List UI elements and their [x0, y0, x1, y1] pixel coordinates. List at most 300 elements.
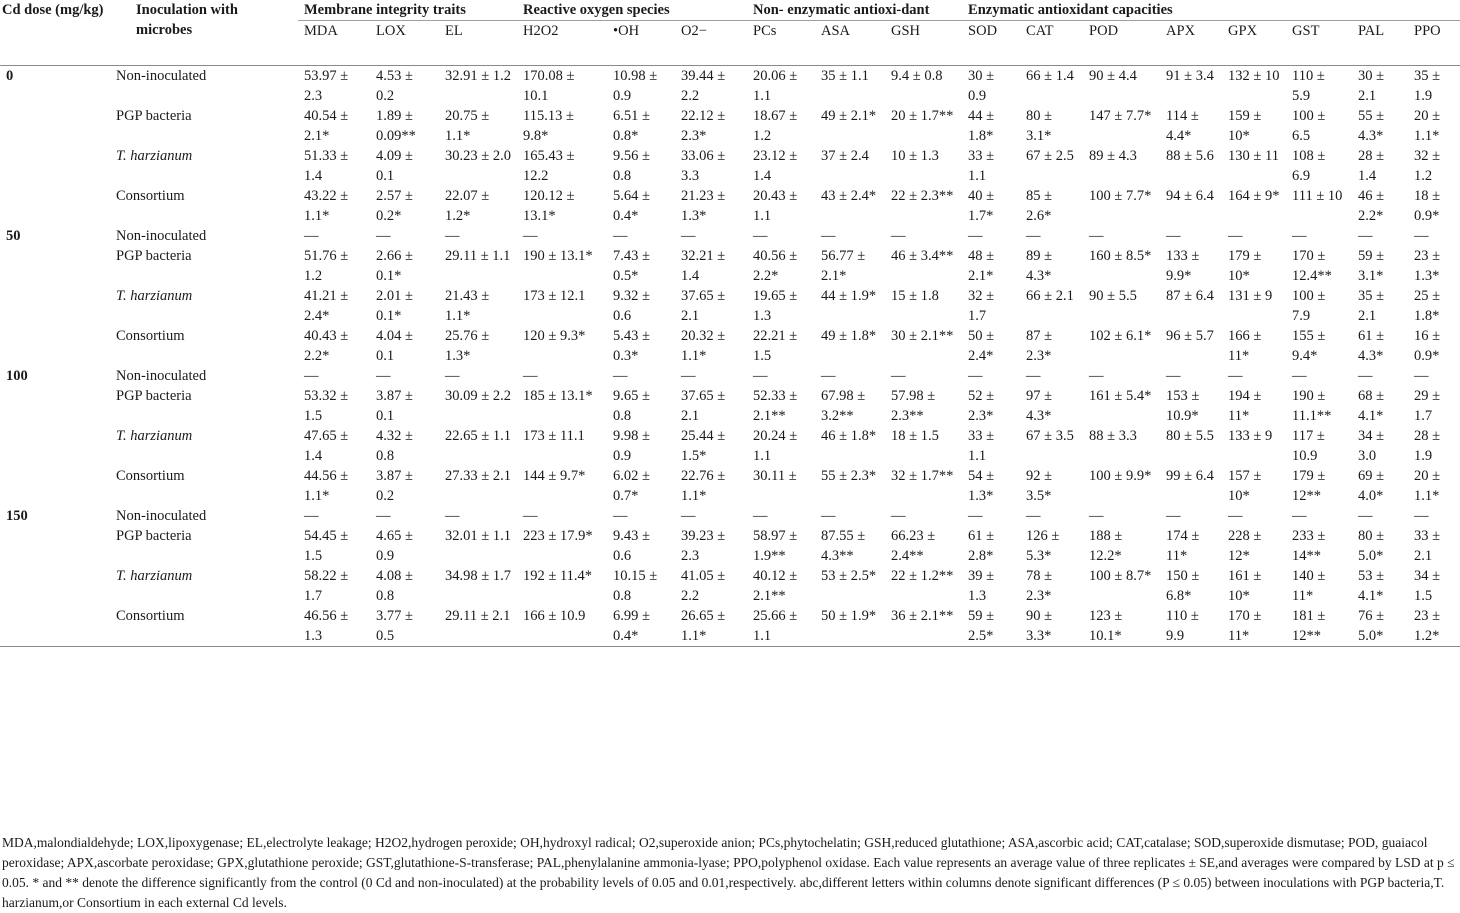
inoculation-cell: Non-inoculated	[116, 368, 207, 384]
value-cell: 40.43 ± 2.2*	[304, 328, 349, 364]
value-cell: 29.11 ± 1.1	[445, 248, 511, 264]
value-cell: 33.06 ± 3.3	[681, 148, 726, 184]
value-cell: 20.32 ± 1.1*	[681, 328, 726, 364]
value-cell: 46 ± 2.2*	[1358, 188, 1385, 224]
inoculation-cell: Non-inoculated	[116, 68, 207, 84]
ros-group-header: Reactive oxygen species	[517, 0, 747, 21]
value-cell: 173 ± 11.1	[523, 428, 585, 444]
value-cell: —	[1414, 228, 1429, 244]
value-cell: 30 ± 2.1	[1358, 68, 1385, 104]
table-row	[0, 366, 1460, 386]
value-cell: 36 ± 2.1**	[891, 608, 954, 624]
value-cell: 90 ± 4.4	[1089, 68, 1137, 84]
value-cell: 126 ± 5.3*	[1026, 528, 1060, 564]
value-cell: —	[891, 508, 906, 524]
value-cell: 46 ± 3.4**	[891, 248, 954, 264]
inoculation-cell	[110, 286, 298, 326]
table-row	[0, 606, 1460, 647]
value-cell: 9.32 ± 0.6	[613, 288, 650, 324]
value-cell: 47.65 ± 1.4	[304, 428, 349, 464]
column-header-2: EL	[445, 23, 463, 39]
value-cell: 52.33 ± 2.1**	[753, 388, 798, 424]
value-cell: 41.21 ± 2.4*	[304, 288, 349, 324]
value-cell: 37.65 ± 2.1	[681, 288, 726, 324]
value-cell: 9.43 ± 0.6	[613, 528, 650, 564]
value-cell: 100 ± 7.9	[1292, 288, 1326, 324]
value-cell: 170.08 ± 10.1	[523, 68, 575, 104]
inoculation-cell: PGP bacteria	[116, 108, 192, 124]
value-cell: 131 ± 9	[1228, 288, 1273, 304]
dose-cell	[0, 186, 110, 226]
value-cell: 87 ± 6.4	[1166, 288, 1214, 304]
value-cell: 48 ± 2.1*	[968, 248, 995, 284]
value-cell: —	[968, 508, 983, 524]
value-cell: 3.87 ± 0.2	[376, 468, 413, 504]
value-cell: 58.97 ± 1.9**	[753, 528, 798, 564]
value-cell: 16 ± 0.9*	[1414, 328, 1441, 364]
value-cell: 102 ± 6.1*	[1089, 328, 1152, 344]
value-cell: 29 ± 1.7	[1414, 388, 1441, 424]
value-cell: 9.4 ± 0.8	[891, 68, 943, 84]
value-cell: 88 ± 3.3	[1089, 428, 1137, 444]
value-cell: 100 ± 8.7*	[1089, 568, 1152, 584]
value-cell: 46.56 ± 1.3	[304, 608, 349, 644]
inoculation-column-header: Inoculation with microbes	[136, 2, 238, 38]
value-cell: 190 ± 13.1*	[523, 248, 593, 264]
value-cell: —	[613, 368, 628, 384]
value-cell: —	[523, 508, 538, 524]
value-cell: 9.56 ± 0.8	[613, 148, 650, 184]
value-cell: 10.15 ± 0.8	[613, 568, 658, 604]
value-cell: 58.22 ± 1.7	[304, 568, 349, 604]
dose-cell	[0, 286, 110, 326]
nonenzymatic-group-header: Non- enzymatic antioxi-dant	[747, 0, 962, 21]
value-cell: —	[1089, 508, 1104, 524]
value-cell: 6.51 ± 0.8*	[613, 108, 650, 144]
dose-cell	[0, 466, 110, 506]
value-cell: 4.09 ± 0.1	[376, 148, 413, 184]
inoculation-cell	[110, 146, 298, 186]
value-cell: 22.21 ± 1.5	[753, 328, 798, 364]
value-cell: 166 ± 11*	[1228, 328, 1262, 364]
value-cell: —	[613, 508, 628, 524]
value-cell: 69 ± 4.0*	[1358, 468, 1385, 504]
value-cell: 85 ± 2.6*	[1026, 188, 1053, 224]
inoculation-cell: Non-inoculated	[116, 508, 207, 524]
column-header-8: GSH	[891, 23, 921, 39]
value-cell: —	[753, 508, 768, 524]
value-cell: 100 ± 9.9*	[1089, 468, 1152, 484]
value-cell: 4.04 ± 0.1	[376, 328, 413, 364]
value-cell: 87 ± 2.3*	[1026, 328, 1053, 364]
table-row	[0, 246, 1460, 286]
value-cell: 18.67 ± 1.2	[753, 108, 798, 144]
value-cell: 9.65 ± 0.8	[613, 388, 650, 424]
value-cell: 99 ± 6.4	[1166, 468, 1214, 484]
value-cell: 51.76 ± 1.2	[304, 248, 349, 284]
value-cell: 179 ± 12**	[1292, 468, 1326, 504]
value-cell: 80 ± 5.0*	[1358, 528, 1385, 564]
value-cell: 32.01 ± 1.1	[445, 528, 511, 544]
value-cell: —	[1292, 368, 1307, 384]
value-cell: 80 ± 3.1*	[1026, 108, 1053, 144]
value-cell: 15 ± 1.8	[891, 288, 939, 304]
column-header-1: LOX	[376, 23, 406, 39]
value-cell: —	[1166, 368, 1181, 384]
value-cell: 67 ± 2.5	[1026, 148, 1074, 164]
value-cell: 54.45 ± 1.5	[304, 528, 349, 564]
value-cell: 33 ± 1.1	[968, 148, 995, 184]
column-header-15: PAL	[1358, 23, 1385, 39]
value-cell: 5.43 ± 0.3*	[613, 328, 650, 364]
value-cell: 10 ± 1.3	[891, 148, 939, 164]
dose-cell	[0, 526, 110, 566]
value-cell: 26.65 ± 1.1*	[681, 608, 726, 644]
value-cell: 4.32 ± 0.8	[376, 428, 413, 464]
value-cell: 52 ± 2.3*	[968, 388, 995, 424]
value-cell: 123 ± 10.1*	[1089, 608, 1123, 644]
value-cell: —	[1358, 368, 1373, 384]
value-cell: 22.07 ± 1.2*	[445, 188, 490, 224]
value-cell: 110 ± 9.9	[1166, 608, 1199, 644]
value-cell: —	[681, 508, 696, 524]
value-cell: 59 ± 3.1*	[1358, 248, 1385, 284]
value-cell: 108 ± 6.9	[1292, 148, 1326, 184]
value-cell: 194 ± 11*	[1228, 388, 1262, 424]
table-row	[0, 466, 1460, 506]
value-cell: 61 ± 2.8*	[968, 528, 995, 564]
value-cell: 3.87 ± 0.1	[376, 388, 413, 424]
inoculation-cell: PGP bacteria	[116, 388, 192, 404]
inoculation-cell: Consortium	[116, 188, 185, 204]
value-cell: —	[1292, 508, 1307, 524]
value-cell: 34 ± 3.0	[1358, 428, 1385, 464]
value-cell: 25.76 ± 1.3*	[445, 328, 490, 364]
column-header-6: PCs	[753, 23, 777, 39]
value-cell: —	[1292, 228, 1307, 244]
value-cell: 90 ± 5.5	[1089, 288, 1137, 304]
inoculation-cell	[110, 426, 298, 466]
value-cell: 67 ± 3.5	[1026, 428, 1074, 444]
inoculation-italic-label: T. harzianum	[116, 428, 193, 444]
value-cell: 53 ± 4.1*	[1358, 568, 1385, 604]
value-cell: —	[523, 368, 538, 384]
value-cell: 170 ± 12.4**	[1292, 248, 1332, 284]
column-header-14: GST	[1292, 23, 1320, 39]
value-cell: 49 ± 2.1*	[821, 108, 877, 124]
value-cell: 140 ± 11*	[1292, 568, 1326, 604]
value-cell: 164 ± 9*	[1228, 188, 1280, 204]
value-cell: 40 ± 1.7*	[968, 188, 995, 224]
inoculation-cell: PGP bacteria	[116, 248, 192, 264]
value-cell: 40.56 ± 2.2*	[753, 248, 798, 284]
value-cell: 23 ± 1.3*	[1414, 248, 1441, 284]
value-cell: 37 ± 2.4	[821, 148, 869, 164]
value-cell: 49 ± 1.8*	[821, 328, 877, 344]
value-cell: 190 ± 11.1**	[1292, 388, 1332, 424]
value-cell: 25.44 ± 1.5*	[681, 428, 726, 464]
value-cell: 35 ± 1.9	[1414, 68, 1441, 104]
dose-cell	[0, 426, 110, 466]
value-cell: —	[445, 368, 460, 384]
column-header-0: MDA	[304, 23, 338, 39]
dose-cell	[0, 606, 110, 647]
value-cell: 6.02 ± 0.7*	[613, 468, 650, 504]
value-cell: 160 ± 8.5*	[1089, 248, 1152, 264]
value-cell: 30.09 ± 2.2	[445, 388, 511, 404]
value-cell: 53 ± 2.5*	[821, 568, 877, 584]
value-cell: 4.08 ± 0.8	[376, 568, 413, 604]
value-cell: —	[681, 368, 696, 384]
value-cell: 100 ± 7.7*	[1089, 188, 1152, 204]
value-cell: 155 ± 9.4*	[1292, 328, 1326, 364]
value-cell: 54 ± 1.3*	[968, 468, 995, 504]
value-cell: —	[376, 228, 391, 244]
value-cell: —	[1089, 228, 1104, 244]
value-cell: 46 ± 1.8*	[821, 428, 877, 444]
value-cell: 22.76 ± 1.1*	[681, 468, 726, 504]
value-cell: 92 ± 3.5*	[1026, 468, 1053, 504]
value-cell: 120.12 ± 13.1*	[523, 188, 575, 224]
value-cell: 29.11 ± 2.1	[445, 608, 511, 624]
value-cell: 192 ± 11.4*	[523, 568, 593, 584]
value-cell: 51.33 ± 1.4	[304, 148, 349, 184]
column-header-13: GPX	[1228, 23, 1258, 39]
table-row	[0, 106, 1460, 146]
value-cell: —	[376, 368, 391, 384]
value-cell: 20.43 ± 1.1	[753, 188, 798, 224]
table-row	[0, 566, 1460, 606]
value-cell: 88 ± 5.6	[1166, 148, 1214, 164]
value-cell: 21.43 ± 1.1*	[445, 288, 490, 324]
value-cell: 91 ± 3.4	[1166, 68, 1214, 84]
table-row	[0, 386, 1460, 426]
value-cell: 166 ± 10.9	[523, 608, 586, 624]
value-cell: 4.65 ± 0.9	[376, 528, 413, 564]
value-cell: 21.23 ± 1.3*	[681, 188, 726, 224]
value-cell: —	[968, 228, 983, 244]
value-cell: 43.22 ± 1.1*	[304, 188, 349, 224]
value-cell: —	[445, 508, 460, 524]
value-cell: 20.06 ± 1.1	[753, 68, 798, 104]
value-cell: 133 ± 9	[1228, 428, 1273, 444]
dose-cell	[0, 566, 110, 606]
value-cell: 132 ± 10	[1228, 68, 1280, 84]
value-cell: 110 ± 5.9	[1292, 68, 1325, 104]
value-cell: 144 ± 9.7*	[523, 468, 586, 484]
value-cell: 37.65 ± 2.1	[681, 388, 726, 424]
dose-cell	[0, 106, 110, 146]
table-row	[0, 286, 1460, 326]
dose-cell	[0, 146, 110, 186]
value-cell: 80 ± 5.5	[1166, 428, 1214, 444]
value-cell: 9.98 ± 0.9	[613, 428, 650, 464]
value-cell: 28 ± 1.4	[1358, 148, 1385, 184]
value-cell: 34.98 ± 1.7	[445, 568, 511, 584]
table-row	[0, 146, 1460, 186]
value-cell: —	[1228, 508, 1243, 524]
value-cell: —	[1026, 508, 1041, 524]
value-cell: 59 ± 2.5*	[968, 608, 995, 644]
value-cell: 32.21 ± 1.4	[681, 248, 726, 284]
value-cell: 53.32 ± 1.5	[304, 388, 349, 424]
inoculation-cell: Consortium	[116, 328, 185, 344]
value-cell: 174 ± 11*	[1166, 528, 1200, 564]
dose-cell: 0	[6, 68, 14, 84]
value-cell: 181 ± 12**	[1292, 608, 1326, 644]
value-cell: 30 ± 0.9	[968, 68, 995, 104]
value-cell: 89 ± 4.3*	[1026, 248, 1053, 284]
value-cell: 188 ± 12.2*	[1089, 528, 1123, 564]
value-cell: 44 ± 1.8*	[968, 108, 995, 144]
value-cell: —	[304, 508, 319, 524]
value-cell: 20.75 ± 1.1*	[445, 108, 490, 144]
value-cell: 32 ± 1.7**	[891, 468, 954, 484]
value-cell: 39 ± 1.3	[968, 568, 995, 604]
value-cell: 78 ± 2.3*	[1026, 568, 1053, 604]
column-header-10: CAT	[1026, 23, 1054, 39]
inoculation-italic-label: T. harzianum	[116, 288, 193, 304]
column-header-11: POD	[1089, 23, 1119, 39]
value-cell: —	[376, 508, 391, 524]
dose-column-header: Cd dose (mg/kg)	[2, 2, 104, 18]
value-cell: 96 ± 5.7	[1166, 328, 1214, 344]
value-cell: 23 ± 1.2*	[1414, 608, 1441, 644]
value-cell: 67.98 ± 3.2**	[821, 388, 866, 424]
value-cell: 10.98 ± 0.9	[613, 68, 658, 104]
value-cell: 66 ± 2.1	[1026, 288, 1074, 304]
table-row	[0, 186, 1460, 226]
value-cell: 30.23 ± 2.0	[445, 148, 511, 164]
value-cell: 20 ± 1.7**	[891, 108, 954, 124]
value-cell: 165.43 ± 12.2	[523, 148, 575, 184]
dose-cell	[0, 386, 110, 426]
value-cell: 39.44 ± 2.2	[681, 68, 726, 104]
value-cell: 223 ± 17.9*	[523, 528, 593, 544]
value-cell: 22 ± 2.3**	[891, 188, 954, 204]
value-cell: —	[968, 368, 983, 384]
dose-cell	[0, 326, 110, 366]
value-cell: 41.05 ± 2.2	[681, 568, 726, 604]
value-cell: 33 ± 2.1	[1414, 528, 1441, 564]
value-cell: 87.55 ± 4.3**	[821, 528, 866, 564]
enzymatic-group-header: Enzymatic antioxidant capacities	[962, 0, 1460, 21]
value-cell: 20 ± 1.1*	[1414, 468, 1441, 504]
value-cell: 40.12 ± 2.1**	[753, 568, 798, 604]
value-cell: 2.57 ± 0.2*	[376, 188, 413, 224]
value-cell: 43 ± 2.4*	[821, 188, 877, 204]
value-cell: 53.97 ± 2.3	[304, 68, 349, 104]
value-cell: 56.77 ± 2.1*	[821, 248, 866, 284]
value-cell: —	[1414, 508, 1429, 524]
value-cell: 55 ± 4.3*	[1358, 108, 1385, 144]
value-cell: 61 ± 4.3*	[1358, 328, 1385, 364]
value-cell: 66.23 ± 2.4**	[891, 528, 936, 564]
value-cell: 20.24 ± 1.1	[753, 428, 798, 464]
value-cell: 44.56 ± 1.1*	[304, 468, 349, 504]
value-cell: 133 ± 9.9*	[1166, 248, 1200, 284]
value-cell: 35 ± 1.1	[821, 68, 869, 84]
table-row	[0, 526, 1460, 566]
value-cell: 150 ± 6.8*	[1166, 568, 1200, 604]
value-cell: 89 ± 4.3	[1089, 148, 1137, 164]
value-cell: 57.98 ± 2.3**	[891, 388, 936, 424]
table-row	[0, 426, 1460, 466]
inoculation-cell: Consortium	[116, 608, 185, 624]
value-cell: 30.11 ±	[753, 468, 797, 484]
value-cell: 173 ± 12.1	[523, 288, 586, 304]
table-row	[0, 226, 1460, 246]
value-cell: 40.54 ± 2.1*	[304, 108, 349, 144]
value-cell: —	[681, 228, 696, 244]
membrane-group-header: Membrane integrity traits	[298, 0, 517, 21]
value-cell: 6.99 ± 0.4*	[613, 608, 650, 644]
inoculation-cell: Consortium	[116, 468, 185, 484]
value-cell: 32 ± 1.7	[968, 288, 995, 324]
value-cell: 39.23 ± 2.3	[681, 528, 726, 564]
value-cell: —	[753, 228, 768, 244]
value-cell: 94 ± 6.4	[1166, 188, 1214, 204]
value-cell: 32.91 ± 1.2	[445, 68, 511, 84]
value-cell: 18 ± 1.5	[891, 428, 939, 444]
value-cell: 111 ± 10	[1292, 188, 1343, 204]
value-cell: 90 ± 3.3*	[1026, 608, 1053, 644]
value-cell: —	[523, 228, 538, 244]
dose-cell: 50	[6, 228, 21, 244]
value-cell: —	[445, 228, 460, 244]
value-cell: 3.77 ± 0.5	[376, 608, 413, 644]
value-cell: 33 ± 1.1	[968, 428, 995, 464]
value-cell: 76 ± 5.0*	[1358, 608, 1385, 644]
dose-cell: 150	[6, 508, 28, 524]
column-header-12: APX	[1166, 23, 1196, 39]
inoculation-cell: PGP bacteria	[116, 528, 192, 544]
value-cell: 50 ± 2.4*	[968, 328, 995, 364]
value-cell: —	[891, 228, 906, 244]
value-cell: 25 ± 1.8*	[1414, 288, 1441, 324]
value-cell: 44 ± 1.9*	[821, 288, 877, 304]
dose-cell: 100	[6, 368, 28, 384]
value-cell: 97 ± 4.3*	[1026, 388, 1053, 424]
column-header-4: •OH	[613, 23, 640, 39]
value-cell: 28 ± 1.9	[1414, 428, 1441, 464]
table-footnote: MDA,malondialdehyde; LOX,lipoxygenase; EL,electrolyte leakage; H2O2,hydrogen peroxide; OH,hydroxyl radical; O2,superoxide anion; PCs,phytochelatin; GSH,reduced glutathione; ASA,ascorbic acid; CAT,catalase; SOD,superoxide dismutase; POD, guaiacol peroxidase; APX,ascorbate peroxidase; GPX,glutathione peroxide; GST,glutathione-S-transferase; PAL,phenylalanine ammonia-lyase; PPO,polyphenol oxidase. Each value represents an average value of three replicates ± SE,and averages were compared by LSD at p ≤ 0.05. * and ** denote the difference significantly from the control (0 Cd and non-inoculated) at the probability levels of 0.05 and 0.01,respectively. abc,different letters within columns denote significant differences (P ≤ 0.05) between inoculations with PGP bacteria,T. harzianum,or Consortium in each external Cd levels.	[2, 835, 1455, 910]
value-cell: 34 ± 1.5	[1414, 568, 1441, 604]
value-cell: 170 ± 11*	[1228, 608, 1262, 644]
value-cell: 5.64 ± 0.4*	[613, 188, 650, 224]
value-cell: 23.12 ± 1.4	[753, 148, 798, 184]
value-cell: 55 ± 2.3*	[821, 468, 877, 484]
table-row	[0, 66, 1460, 107]
inoculation-italic-label: T. harzianum	[116, 568, 193, 584]
column-header-3: H2O2	[523, 23, 559, 39]
value-cell: 179 ± 10*	[1228, 248, 1262, 284]
value-cell: 18 ± 0.9*	[1414, 188, 1441, 224]
value-cell: 68 ± 4.1*	[1358, 388, 1385, 424]
value-cell: 161 ± 5.4*	[1089, 388, 1152, 404]
value-cell: 22.12 ± 2.3*	[681, 108, 726, 144]
inoculation-cell: Non-inoculated	[116, 228, 207, 244]
value-cell: —	[891, 368, 906, 384]
value-cell: —	[1026, 368, 1041, 384]
value-cell: —	[1089, 368, 1104, 384]
value-cell: —	[1026, 228, 1041, 244]
value-cell: 153 ± 10.9*	[1166, 388, 1200, 424]
value-cell: 25.66 ± 1.1	[753, 608, 798, 644]
inoculation-cell	[110, 566, 298, 606]
value-cell: —	[1358, 228, 1373, 244]
value-cell: 2.01 ± 0.1*	[376, 288, 413, 324]
